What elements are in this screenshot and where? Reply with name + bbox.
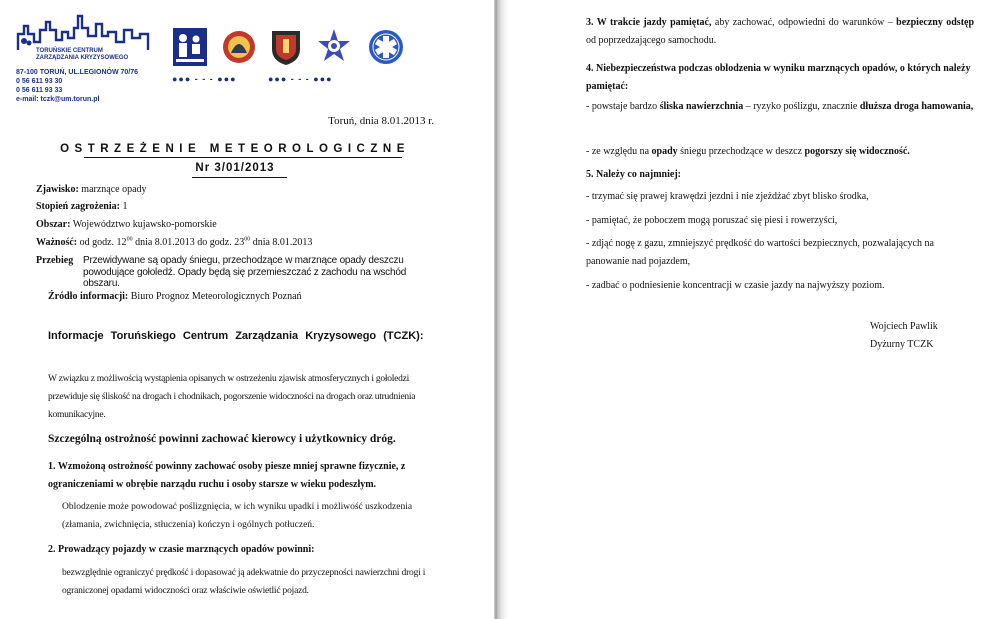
info-paragraph: W związku z możliwością wystąpienia opisanych w ostrzeżeniu zjawisk atmosferycznych i gołoledzi przewiduje się śliskość na drogach i chodnikach, pogorszenie widoczności na drogach oraz utrudnienia komunikacyjne. [48, 374, 416, 420]
municipal-police-icon [268, 27, 304, 67]
danger-1-d: dłuższa droga hamowania, [859, 101, 974, 112]
emblem-code-2: ●●● - - - ●●● [268, 74, 333, 84]
przebieg-label: Przebieg [36, 255, 74, 266]
danger-2-a: - ze względu na [586, 146, 650, 157]
ambulance-star-of-life-icon [368, 27, 404, 67]
signature-block [870, 318, 938, 354]
police-star-icon [316, 27, 352, 67]
danger-2 [586, 143, 910, 161]
family-icon [172, 27, 208, 67]
phone-2: 0 56 611 93 33 [16, 87, 63, 94]
waznosc-to-sup: 00 [244, 236, 251, 243]
phone-1: 0 56 611 93 30 [16, 78, 63, 85]
item-3-emph: bezpieczny odstęp [896, 17, 975, 28]
item-2-heading: 2. Prowadzący pojazdy w czasie marznących opadów powinni: [48, 544, 315, 555]
city-skyline-icon [16, 12, 151, 52]
item-4-heading [586, 60, 974, 96]
obszar-value: Województwo kujawsko-pomorskie [72, 219, 217, 230]
danger-1-b: śliska nawierzchnia [659, 101, 744, 112]
stopien-value: 1 [122, 201, 128, 212]
item-5-text: 5. Należy co najmniej: [586, 169, 681, 180]
source-row [48, 291, 302, 302]
stopien-label: Stopień zagrożenia: [36, 201, 120, 212]
document-title: OSTRZEŻENIE METEOROLOGICZNE [60, 143, 410, 155]
contact-block [16, 68, 138, 104]
danger-2-b: opady [651, 146, 678, 157]
waznosc-end: dnia 8.01.2013 [252, 237, 313, 248]
zjawisko-row [36, 184, 147, 195]
org-name-line2: ZARZĄDZANIA KRYZYSOWEGO [36, 55, 129, 61]
number-underline [192, 177, 287, 178]
obszar-label: Obszar: [36, 219, 71, 230]
caution-heading: Szczególną ostrożność powinni zachować kierowcy i użytkownicy dróg. [48, 433, 396, 445]
danger-1-a: - powstaje bardzo [586, 101, 658, 112]
signature-name: Wojciech Pawlik [870, 321, 938, 332]
item-2-text: bezwzględnie ograniczyć prędkość i dopasować ją adekwatnie do przyczepności nawierzchni drogi i ograniczonej opadami widoczności oraz właściwie oświetlić pojazd. [62, 568, 426, 596]
danger-2-c: śniegu przechodzące w deszcz [680, 146, 803, 157]
zjawisko-value: marznące opady [81, 184, 147, 195]
fire-service-icon [221, 27, 257, 67]
emblem-code-1: ●●● - - - ●●● [172, 74, 237, 84]
signature-role: Dyżurny TCZK [870, 339, 934, 350]
document-page-left [0, 0, 494, 619]
przebieg-text: Przewidywane są opady śniegu, przechodzące w marznące opady deszczu powodujące gołoledź. Opady będą się przemieszczać z zachodu na wschód obszaru. [83, 255, 407, 289]
item-3-mid: aby zachować, odpowiedni do warunków – [714, 17, 893, 28]
item-5-heading [586, 166, 681, 184]
document-page-right [510, 0, 1000, 619]
tczk-logo [16, 12, 156, 61]
source-label: Źródło informacji: [48, 291, 129, 302]
email: e-mail: tczk@um.torun.pl [16, 96, 100, 103]
item-4-text: 4. Niebezpieczeństwa podczas oblodzenia w wyniku marznących opadów, o których należy pamiętać: [586, 63, 971, 92]
waznosc-from-sup: 00 [126, 236, 133, 243]
waznosc-row [36, 237, 312, 248]
danger-1-c: – ryzyko poślizgu, znacznie [745, 101, 858, 112]
advice-4: - zadbać o podniesienie koncentracji w czasie jazdy na najwyższy poziom. [586, 280, 885, 291]
address: 87-100 TORUŃ, UL.LEGIONÓW 70/76 [16, 69, 139, 76]
waznosc-mid: dnia 8.01.2013 do godz. 23 [135, 237, 245, 248]
danger-1 [586, 98, 978, 116]
title-underline [84, 157, 402, 158]
waznosc-label: Ważność: [36, 237, 78, 248]
document-date: Toruń, dnia 8.01.2013 r. [328, 115, 434, 127]
stopien-row [36, 201, 127, 212]
zjawisko-label: Zjawisko: [36, 184, 79, 195]
waznosc-from: od godz. 12 [79, 237, 127, 248]
item-3 [586, 14, 974, 50]
info-heading: Informacje Toruńskiego Centrum Zarządzania Kryzysowego (TCZK): [48, 330, 424, 342]
item-3-lead: 3. W trakcie jazdy pamiętać, [586, 17, 712, 28]
item-1-text: Oblodzenie może powodować poślizgnięcia, w ich wyniku upadki i możliwość uszkodzenia (złamania, zwichnięcia, stłuczenia) kończyn i ogólnych potłuczeń. [62, 502, 413, 530]
advice-2: - pamiętać, że poboczem mogą poruszać się piesi i rowerzyści, [586, 215, 838, 226]
advice-1: - trzymać się prawej krawędzi jezdni i nie zjeżdżać zbyt blisko środka, [586, 191, 869, 202]
page-gutter [494, 0, 510, 619]
advice-3: - zdjąć nogę z gazu, zmniejszyć prędkość do wartości bezpiecznych, pozwalających na panowanie nad pojazdem, [586, 238, 934, 267]
source-value: Biuro Prognoz Meteorologicznych Poznań [130, 291, 302, 302]
obszar-row [36, 219, 217, 230]
item-1-heading: 1. Wzmożoną ostrożność powinny zachować osoby piesze mniej sprawne fizycznie, z ograniczeniami w obrębie narządu ruchu i osoby starsze w wieku podeszłym. [48, 461, 406, 490]
org-name-line1: TORUŃSKIE CENTRUM [36, 48, 103, 54]
document-number: Nr 3/01/2013 [195, 162, 275, 174]
item-3-end: od poprzedzającego samochodu. [586, 35, 717, 46]
danger-2-d: pogorszy się widoczność. [804, 146, 910, 157]
